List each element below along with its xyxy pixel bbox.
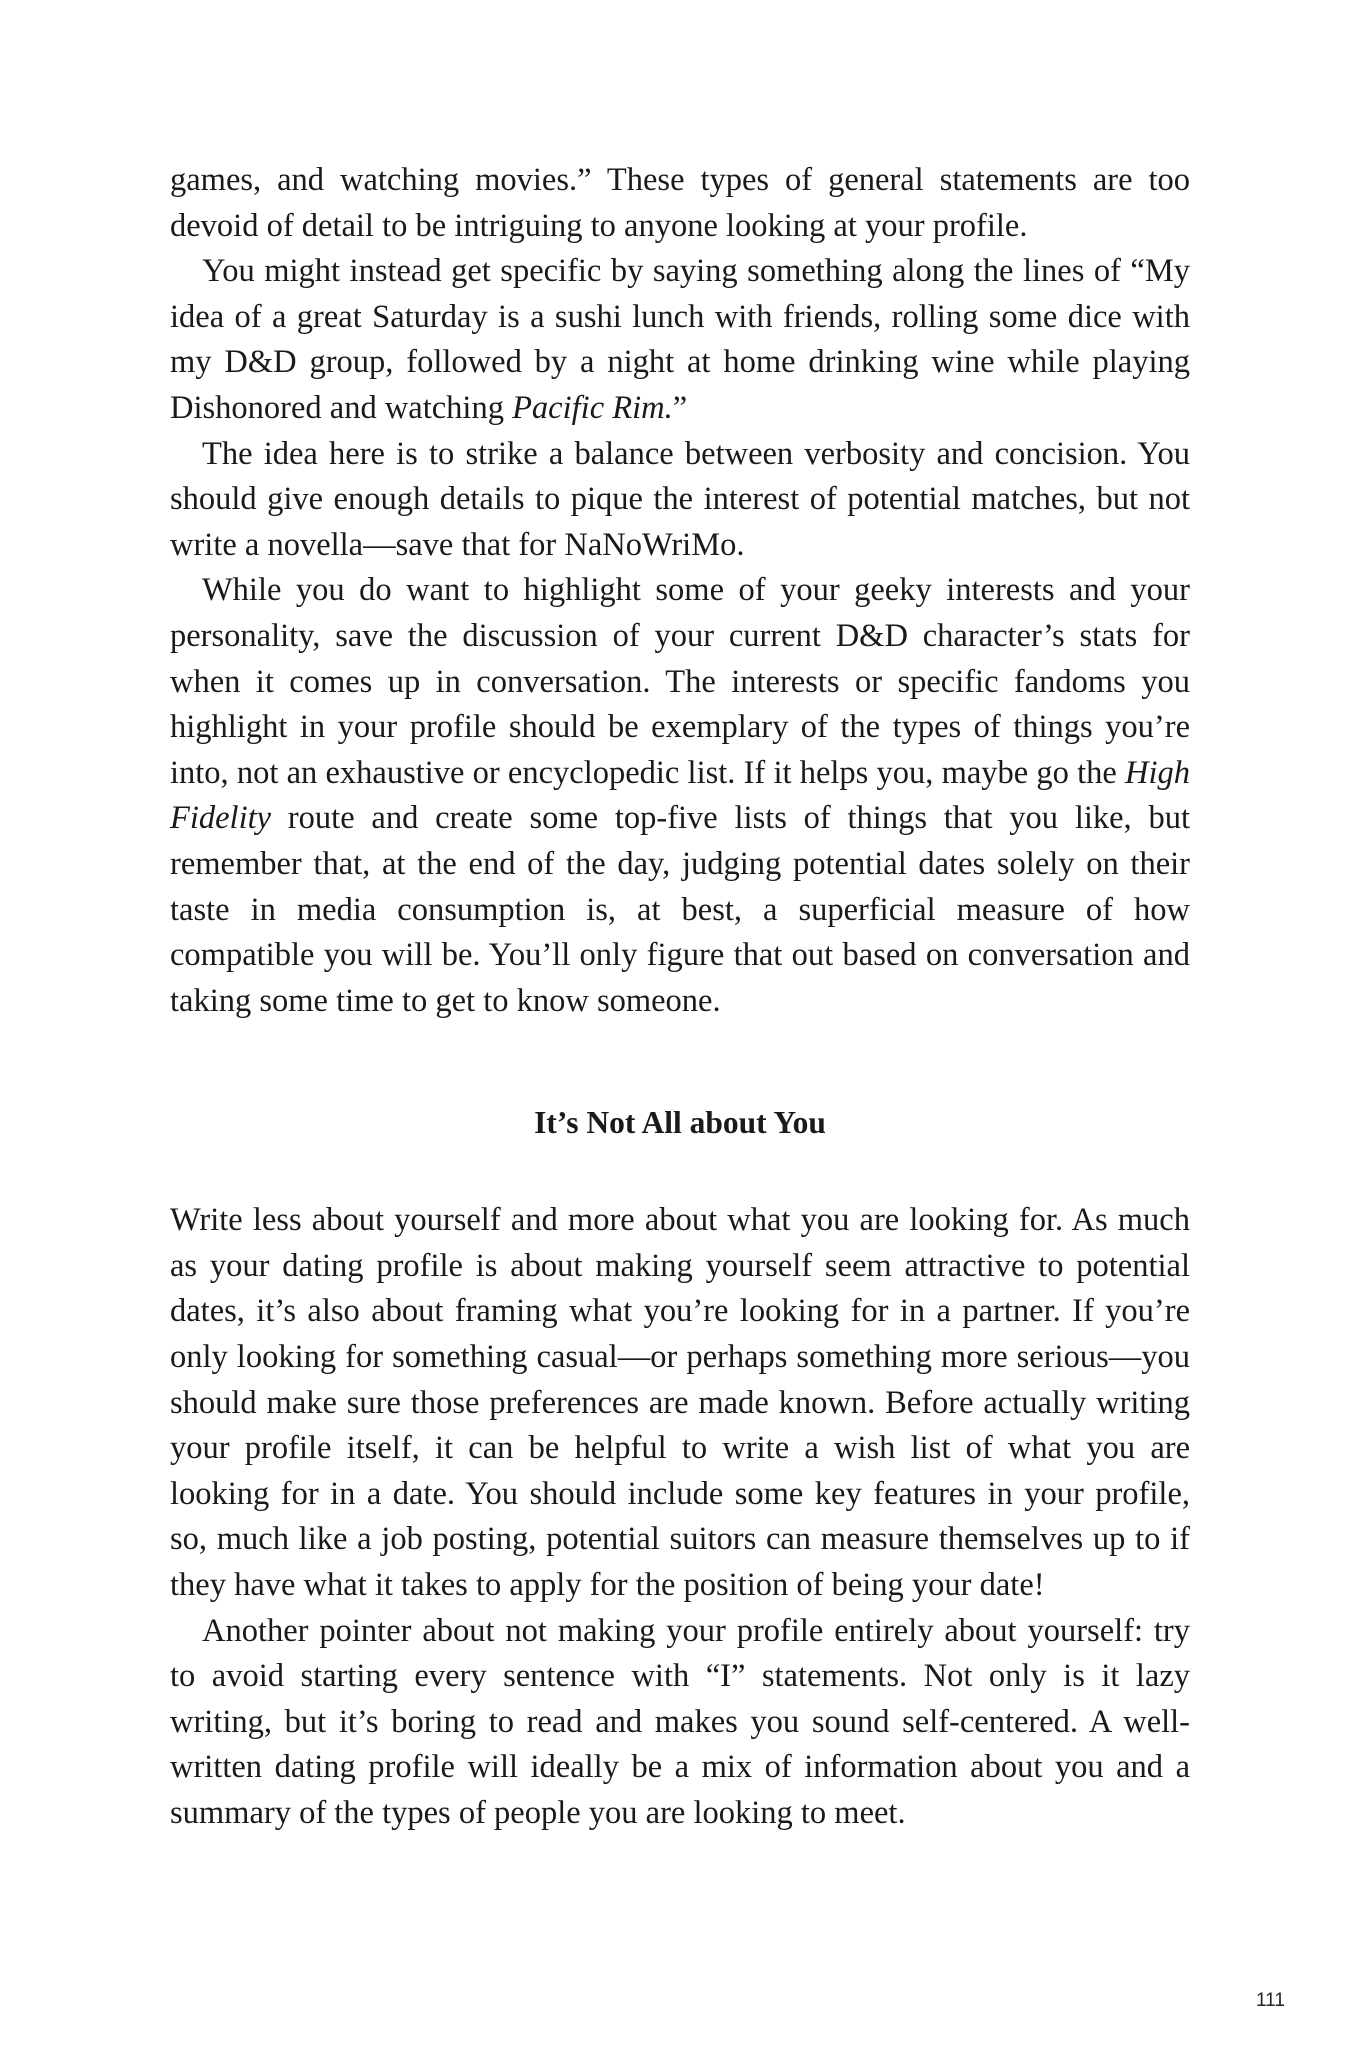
paragraph-text: You might instead get specific by saying something along the lines of “My idea of a great Saturday is a sushi lunch with friends, rolling some dice with my D&D group, followed by a night at home drinking wine while playing Dishonored and watching [170,253,1190,426]
section-heading: It’s Not All about You [534,1105,826,1141]
paragraph-looking-for: Write less about yourself and more about what you are looking for. As much as your dating profile is about making yourself seem attractive to potential dates, it’s also about framing what you’re looking for in a partner. If you’re only looking for something casual—or perhaps something more serious—you should make sure those preferences are made known. Before actually writing your profile itself, it can be helpful to write a wish list of what you are looking for in a date. You should include some key features in your profile, so, much like a job posting, potential suitors can measure themselves up to if they have what it takes to apply for the position of being your date! [170,1202,1190,1604]
paragraph-i-statements: Another pointer about not making your profile entirely about yourself: try to avoid starting every sentence with “I” statements. Not only is it lazy writing, but it’s boring to read and makes you sound self-centered. A well-written dating profile will ideally be a mix of information about you and a summary of the types of people you are looking to meet. [170,1612,1190,1831]
paragraph-balance: The idea here is to strike a balance between verbosity and concision. You should give enough details to pique the interest of potential matches, but not write a novella—save that for NaNoWriMo. [170,435,1190,563]
italic-title-high-fidelity: High Fidelity [170,754,1190,837]
paragraph-text: ” [672,389,688,426]
paragraph-continued: games, and watching movies.” These types of general statements are too devoid of detail to be intriguing to anyone looking at your profile. [170,162,1190,244]
paragraph-text: While you do want to highlight some of your geeky interests and your personality, save the discussion of your current D&D character’s stats for when it comes up in conversation. The interests or specific fandoms you highlight in your profile should be exemplary of the types of things you’re into, not an exhaustive or encyclopedic list. If it helps you, maybe go the [170,572,1190,791]
book-page-body [170,158,1190,1837]
paragraph-specific-example [170,249,1190,431]
page-number: 111 [1256,1990,1285,2011]
paragraph-text: route and create some top-five lists of things that you like, but remember that, at the end of the day, judging potential dates solely on their taste in media consumption is, at best, a superficial measure of how compatible you will be. You’ll only figure that out based on conversation and taking some time to get to know someone. [170,800,1190,1019]
italic-title-pacific-rim: Pacific Rim. [512,389,673,426]
paragraph-geeky-interests [170,568,1190,1024]
